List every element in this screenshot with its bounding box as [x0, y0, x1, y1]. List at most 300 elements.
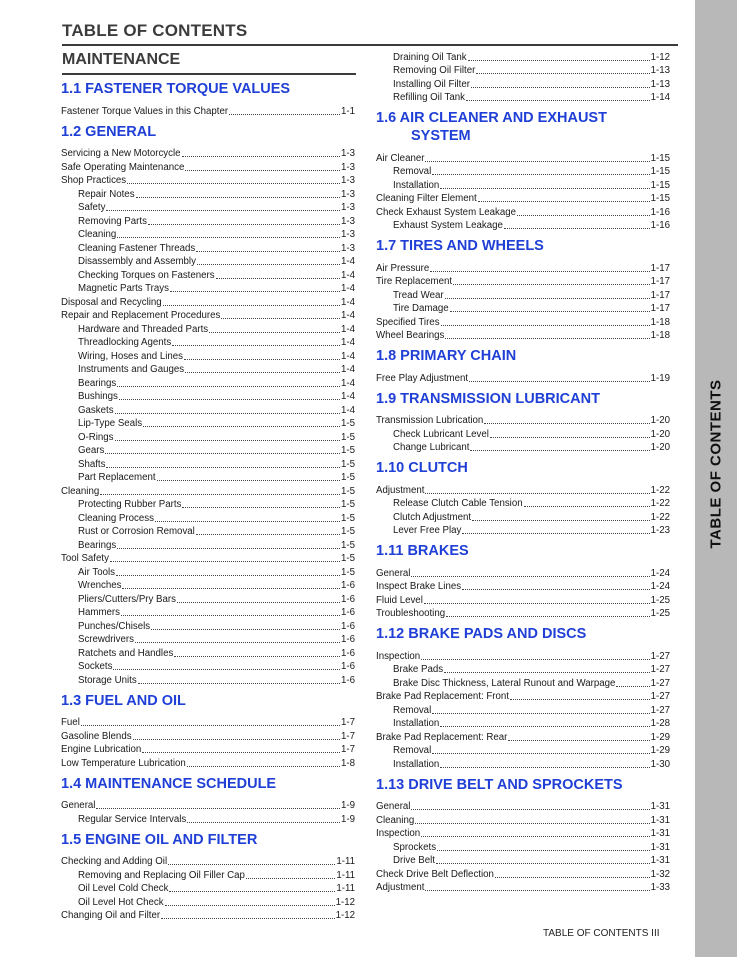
toc-entry-label: Repair and Replacement Procedures — [61, 310, 221, 321]
toc-page-number: 1-9 — [340, 800, 355, 811]
toc-page-number: 1-31 — [650, 855, 670, 866]
toc-entry[interactable] — [376, 757, 670, 771]
dot-leader — [169, 891, 335, 892]
dot-leader — [462, 533, 649, 534]
page-footer: TABLE OF CONTENTS III — [543, 928, 660, 939]
toc-entry[interactable] — [61, 716, 355, 730]
toc-entry-label: Instruments and Gauges — [78, 364, 185, 375]
toc-page-number: 1-3 — [340, 188, 355, 200]
toc-page-number: 1-16 — [650, 220, 670, 231]
toc-page-number: 1-5 — [340, 431, 355, 443]
toc-section-heading[interactable]: SYSTEM — [411, 128, 471, 144]
dot-leader — [133, 739, 340, 740]
toc-page-number: 1-5 — [340, 526, 355, 537]
toc-entry[interactable] — [376, 580, 670, 594]
toc-entry[interactable] — [376, 510, 670, 524]
toc-entry[interactable] — [61, 812, 355, 826]
toc-entry-label: Gaskets — [78, 404, 114, 416]
toc-entry[interactable] — [376, 77, 670, 91]
toc-page-number: 1-5 — [340, 512, 355, 524]
toc-entry[interactable] — [376, 676, 670, 690]
dot-leader — [478, 201, 650, 202]
dot-leader — [445, 338, 649, 339]
dot-leader — [148, 224, 340, 225]
dot-leader — [127, 183, 340, 184]
dot-leader — [143, 426, 340, 427]
toc-entry[interactable] — [376, 205, 670, 219]
toc-page-number: 1-3 — [340, 175, 355, 186]
toc-entry[interactable] — [61, 147, 355, 161]
toc-page-number: 1-4 — [340, 256, 355, 267]
toc-entry[interactable] — [376, 867, 670, 881]
toc-entry-label: Checking and Adding Oil — [61, 856, 168, 867]
dot-leader — [440, 726, 649, 727]
toc-page-number: 1-4 — [340, 323, 355, 335]
toc-entry[interactable] — [61, 187, 355, 201]
toc-entry[interactable] — [376, 744, 670, 758]
toc-entry-label: Troubleshooting — [376, 608, 446, 619]
title-rule — [62, 44, 678, 46]
toc-entry-label: Disassembly and Assembly — [78, 256, 196, 267]
toc-section-heading[interactable]: 1.5 ENGINE OIL AND FILTER — [61, 831, 258, 848]
toc-entry-label: Disposal and Recycling — [61, 296, 162, 308]
toc-entry-label: Oil Level Hot Check — [78, 896, 164, 908]
dot-leader — [468, 60, 650, 61]
dot-leader — [135, 642, 340, 643]
toc-entry-label: Air Tools — [78, 566, 115, 578]
toc-page-number: 1-3 — [340, 242, 355, 254]
toc-entry[interactable] — [376, 663, 670, 677]
toc-entry[interactable] — [61, 565, 355, 579]
toc-entry[interactable] — [61, 579, 355, 593]
toc-entry[interactable] — [376, 151, 670, 165]
toc-page-number: 1-7 — [340, 744, 355, 755]
toc-page-number: 1-27 — [650, 650, 670, 662]
toc-entry[interactable] — [61, 743, 355, 757]
toc-entry-label: Tread Wear — [393, 289, 444, 301]
toc-entry[interactable] — [376, 717, 670, 731]
toc-entry[interactable] — [376, 813, 670, 827]
toc-entry[interactable] — [61, 882, 355, 896]
toc-entry[interactable] — [61, 417, 355, 431]
dot-leader — [616, 686, 649, 687]
toc-entry-label: Hardware and Threaded Parts — [78, 323, 209, 335]
toc-entry[interactable] — [61, 174, 355, 188]
toc-entry[interactable] — [61, 241, 355, 255]
toc-entry[interactable] — [376, 414, 670, 428]
toc-entry-label: Removing Oil Filter — [393, 65, 476, 76]
toc-page-number: 1-3 — [340, 161, 355, 173]
toc-page-number: 1-5 — [340, 445, 355, 456]
toc-entry[interactable] — [61, 756, 355, 770]
toc-entry-label: Cleaning — [376, 814, 415, 826]
toc-entry[interactable] — [61, 511, 355, 525]
toc-section-heading[interactable]: 1.8 PRIMARY CHAIN — [376, 348, 517, 364]
toc-entry[interactable] — [61, 430, 355, 444]
toc-entry[interactable] — [376, 329, 670, 343]
toc-page-number: 1-6 — [340, 580, 355, 591]
dot-leader — [221, 318, 340, 319]
dot-leader — [209, 332, 340, 333]
toc-entry-label: Installation — [393, 179, 440, 191]
dot-leader — [444, 672, 650, 673]
toc-section-heading[interactable]: 1.1 FASTENER TORQUE VALUES — [61, 81, 291, 97]
toc-page-number: 1-3 — [340, 229, 355, 240]
toc-page-number: 1-5 — [340, 458, 355, 470]
dot-leader — [115, 413, 340, 414]
toc-entry[interactable] — [61, 309, 355, 323]
toc-page-number: 1-18 — [650, 330, 670, 341]
toc-entry-label: Inspect Brake Lines — [376, 581, 462, 592]
toc-entry[interactable] — [61, 282, 355, 296]
dot-leader — [168, 864, 335, 865]
toc-entry-label: Removal — [393, 745, 432, 756]
toc-entry-label: Lip-Type Seals — [78, 418, 143, 429]
toc-entry-label: Fluid Level — [376, 594, 423, 606]
toc-page-number: 1-5 — [340, 566, 355, 578]
toc-entry[interactable] — [61, 471, 355, 485]
toc-page-number: 1-3 — [340, 202, 355, 213]
toc-entry-label: Refilling Oil Tank — [393, 92, 465, 103]
toc-entry[interactable] — [376, 649, 670, 663]
toc-entry[interactable] — [376, 165, 670, 179]
toc-entry[interactable] — [376, 854, 670, 868]
toc-page-number: 1-11 — [336, 883, 355, 894]
toc-entry[interactable] — [61, 104, 355, 118]
dot-leader — [117, 237, 340, 238]
toc-entry-label: Cleaning Fastener Threads — [78, 242, 196, 254]
toc-entry[interactable] — [61, 336, 355, 350]
toc-section-heading[interactable]: 1.3 FUEL AND OIL — [61, 692, 186, 709]
toc-entry[interactable] — [61, 538, 355, 552]
toc-entry-label: Inspection — [376, 828, 421, 839]
toc-page-number: 1-25 — [650, 594, 670, 606]
toc-page-number: 1-8 — [340, 757, 355, 769]
toc-section-heading[interactable]: 1.10 CLUTCH — [376, 460, 468, 476]
toc-entry[interactable] — [376, 371, 670, 385]
toc-page-number: 1-16 — [650, 206, 670, 218]
toc-entry[interactable] — [61, 390, 355, 404]
toc-page-number: 1-11 — [336, 856, 355, 867]
toc-page-number: 1-23 — [650, 525, 670, 536]
toc-page-number: 1-13 — [650, 78, 670, 90]
toc-entry-label: Release Clutch Cable Tension — [393, 498, 523, 509]
toc-page-number: 1-13 — [650, 65, 670, 76]
toc-page-number: 1-17 — [650, 262, 670, 274]
toc-entry[interactable] — [376, 302, 670, 316]
toc-page-number: 1-5 — [340, 418, 355, 429]
dot-leader — [121, 615, 340, 616]
toc-page-number: 1-32 — [650, 868, 670, 880]
toc-page-number: 1-31 — [650, 828, 670, 839]
toc-page-number: 1-7 — [340, 717, 355, 728]
toc-entry[interactable] — [61, 457, 355, 471]
dot-leader — [197, 264, 340, 265]
toc-page-number: 1-22 — [650, 511, 670, 523]
toc-entry[interactable] — [376, 703, 670, 717]
toc-entry[interactable] — [376, 607, 670, 621]
toc-page-number: 1-5 — [340, 472, 355, 483]
toc-page-number: 1-4 — [340, 391, 355, 402]
toc-entry[interactable] — [61, 268, 355, 282]
dot-leader — [462, 589, 650, 590]
toc-entry-label: Adjustment — [376, 484, 425, 496]
dot-leader — [182, 507, 340, 508]
toc-entry-label: Engine Lubrication — [61, 744, 142, 755]
dot-leader — [170, 291, 340, 292]
toc-entry-label: Ratchets and Handles — [78, 647, 174, 659]
toc-page-number: 1-29 — [650, 731, 670, 743]
toc-entry[interactable] — [376, 441, 670, 455]
toc-entry-label: Gears — [78, 445, 105, 456]
toc-entry-label: Brake Pads — [393, 664, 444, 675]
toc-entry-label: Lever Free Play — [393, 525, 462, 536]
toc-entry[interactable] — [376, 192, 670, 206]
toc-entry-label: Cleaning — [61, 485, 100, 497]
dot-leader — [436, 863, 650, 864]
toc-page-number: 1-28 — [650, 718, 670, 729]
dot-leader — [116, 575, 340, 576]
dot-leader — [117, 548, 340, 549]
toc-page-number: 1-5 — [340, 539, 355, 551]
toc-page-number: 1-6 — [340, 661, 355, 672]
toc-entry[interactable] — [376, 840, 670, 854]
toc-section-heading[interactable]: 1.7 TIRES AND WHEELS — [376, 238, 544, 254]
toc-entry[interactable] — [61, 909, 355, 923]
toc-page-number: 1-14 — [650, 92, 670, 103]
dot-leader — [524, 506, 650, 507]
toc-entry-label: Wheel Bearings — [376, 330, 445, 341]
toc-entry[interactable] — [376, 178, 670, 192]
toc-page-number: 1-6 — [340, 620, 355, 632]
toc-entry[interactable] — [61, 255, 355, 269]
dot-leader — [185, 372, 340, 373]
toc-entry-label: Drive Belt — [393, 855, 435, 866]
toc-entry[interactable] — [376, 827, 670, 841]
dot-leader — [411, 809, 649, 810]
toc-entry[interactable] — [61, 295, 355, 309]
toc-entry[interactable] — [61, 160, 355, 174]
toc-entry[interactable] — [61, 606, 355, 620]
toc-entry[interactable] — [376, 881, 670, 895]
dot-leader — [425, 161, 649, 162]
toc-entry[interactable] — [61, 673, 355, 687]
toc-entry-label: Brake Pad Replacement: Front — [376, 691, 509, 702]
toc-entry[interactable] — [376, 483, 670, 497]
toc-entry[interactable] — [61, 228, 355, 242]
dot-leader — [437, 850, 650, 851]
dot-leader — [182, 156, 340, 157]
toc-entry[interactable] — [61, 592, 355, 606]
toc-entry[interactable] — [61, 322, 355, 336]
toc-entry[interactable] — [61, 376, 355, 390]
toc-entry[interactable] — [376, 261, 670, 275]
toc-page-number: 1-4 — [340, 377, 355, 389]
toc-entry[interactable] — [376, 497, 670, 511]
toc-page-number: 1-27 — [650, 664, 670, 675]
toc-entry[interactable] — [61, 799, 355, 813]
toc-entry-label: Low Temperature Lubrication — [61, 757, 186, 769]
dot-leader — [117, 386, 340, 387]
toc-section-heading[interactable]: 1.2 GENERAL — [61, 123, 157, 140]
toc-entry[interactable] — [376, 593, 670, 607]
toc-entry[interactable] — [376, 730, 670, 744]
dot-leader — [415, 823, 649, 824]
toc-entry[interactable] — [376, 64, 670, 78]
toc-entry[interactable] — [61, 498, 355, 512]
toc-page-number: 1-4 — [340, 283, 355, 294]
toc-page-number: 1-1 — [340, 105, 355, 117]
toc-entry-label: Fastener Torque Values in this Chapter — [61, 105, 229, 117]
toc-entry-label: Storage Units — [78, 674, 137, 686]
dot-leader — [161, 918, 335, 919]
toc-entry[interactable] — [61, 444, 355, 458]
toc-entry-label: Air Pressure — [376, 262, 430, 274]
toc-page-number: 1-27 — [650, 691, 670, 702]
toc-section-heading[interactable]: 1.11 BRAKES — [376, 543, 469, 559]
toc-entry[interactable] — [61, 525, 355, 539]
toc-entry[interactable] — [376, 800, 670, 814]
toc-entry[interactable] — [61, 895, 355, 909]
toc-entry[interactable] — [376, 288, 670, 302]
toc-entry-label: Bearings — [78, 377, 117, 389]
toc-entry-label: Check Exhaust System Leakage — [376, 206, 517, 218]
dot-leader — [469, 381, 650, 382]
toc-entry-label: Sprockets — [393, 841, 437, 853]
toc-entry[interactable] — [376, 524, 670, 538]
toc-page-number: 1-31 — [650, 814, 670, 826]
toc-entry-label: General — [376, 567, 411, 579]
toc-entry-label: Shafts — [78, 458, 106, 470]
toc-entry[interactable] — [61, 403, 355, 417]
toc-entry-label: Punches/Chisels — [78, 620, 151, 632]
toc-entry[interactable] — [61, 729, 355, 743]
toc-page-number: 1-3 — [340, 148, 355, 159]
dot-leader — [138, 683, 340, 684]
dot-leader — [508, 740, 649, 741]
dot-leader — [110, 561, 340, 562]
toc-page-number: 1-18 — [650, 316, 670, 328]
dot-leader — [421, 836, 649, 837]
toc-entry-label: Installing Oil Filter — [393, 78, 470, 90]
toc-page-number: 1-3 — [340, 215, 355, 227]
toc-column-left — [61, 80, 355, 922]
toc-page-number: 1-17 — [650, 289, 670, 301]
toc-entry[interactable] — [61, 660, 355, 674]
toc-entry[interactable] — [61, 646, 355, 660]
toc-entry[interactable] — [376, 690, 670, 704]
toc-entry[interactable] — [61, 633, 355, 647]
dot-leader — [172, 345, 340, 346]
toc-entry[interactable] — [61, 552, 355, 566]
toc-page-number: 1-20 — [650, 415, 670, 426]
toc-entry-label: Checking Torques on Fasteners — [78, 269, 215, 281]
toc-page-number: 1-31 — [650, 841, 670, 853]
toc-entry-label: Pliers/Cutters/Pry Bars — [78, 593, 176, 605]
dot-leader — [495, 877, 650, 878]
toc-page-number: 1-5 — [340, 499, 355, 510]
dot-leader — [185, 170, 340, 171]
dot-leader — [246, 878, 335, 879]
toc-entry-label: Removing Parts — [78, 215, 147, 227]
dot-leader — [476, 73, 649, 74]
dot-leader — [229, 114, 340, 115]
toc-section-heading[interactable]: 1.6 AIR CLEANER AND EXHAUST — [376, 110, 607, 126]
dot-leader — [106, 467, 340, 468]
toc-page-number: 1-22 — [650, 498, 670, 509]
dot-leader — [490, 437, 650, 438]
toc-column-right — [376, 50, 670, 894]
toc-entry[interactable] — [376, 50, 670, 64]
toc-page-number: 1-31 — [650, 801, 670, 812]
toc-entry[interactable] — [376, 91, 670, 105]
toc-section-heading[interactable]: 1.12 BRAKE PADS AND DISCS — [376, 626, 587, 642]
toc-entry[interactable] — [61, 619, 355, 633]
toc-page-number: 1-17 — [650, 303, 670, 314]
dot-leader — [432, 174, 649, 175]
dot-leader — [445, 298, 650, 299]
toc-entry-label: Shop Practices — [61, 175, 127, 186]
toc-section-heading[interactable]: 1.4 MAINTENANCE SCHEDULE — [61, 775, 277, 792]
toc-entry-label: Draining Oil Tank — [393, 51, 467, 63]
toc-entry[interactable] — [61, 214, 355, 228]
toc-page-number: 1-27 — [650, 704, 670, 716]
toc-entry-label: O-Rings — [78, 431, 114, 443]
toc-entry-label: Removal — [393, 704, 432, 716]
dot-leader — [424, 603, 650, 604]
toc-section-heading[interactable]: 1.13 DRIVE BELT AND SPROCKETS — [376, 776, 623, 793]
toc-entry-label: Bushings — [78, 391, 118, 402]
toc-entry[interactable] — [61, 349, 355, 363]
dot-leader — [472, 520, 650, 521]
toc-entry[interactable] — [61, 363, 355, 377]
toc-entry-label: Wiring, Hoses and Lines — [78, 350, 183, 362]
toc-entry[interactable] — [61, 855, 355, 869]
toc-entry[interactable] — [376, 315, 670, 329]
toc-page-number: 1-29 — [650, 745, 670, 756]
toc-entry-label: Safety — [78, 202, 106, 213]
toc-entry-label: Air Cleaner — [376, 152, 425, 164]
toc-entry[interactable] — [376, 427, 670, 441]
toc-entry-label: Clutch Adjustment — [393, 511, 472, 523]
toc-page-number: 1-24 — [650, 581, 670, 592]
toc-page-number: 1-15 — [650, 179, 670, 191]
toc-page-number: 1-24 — [650, 567, 670, 579]
dot-leader — [425, 493, 649, 494]
toc-entry-label: Repair Notes — [78, 188, 135, 200]
dot-leader — [440, 767, 649, 768]
toc-page-number: 1-6 — [340, 634, 355, 645]
toc-entry[interactable] — [376, 219, 670, 233]
toc-entry-label: Removing and Replacing Oil Filler Cap — [78, 869, 245, 881]
toc-page-number: 1-27 — [650, 677, 670, 689]
section-rule — [62, 73, 356, 75]
toc-section-heading[interactable]: 1.9 TRANSMISSION LUBRICANT — [376, 390, 600, 407]
toc-entry[interactable] — [61, 484, 355, 498]
dot-leader — [446, 616, 649, 617]
toc-entry-label: Fuel — [61, 717, 80, 728]
toc-entry[interactable] — [376, 566, 670, 580]
toc-entry[interactable] — [376, 275, 670, 289]
toc-page-number: 1-15 — [650, 193, 670, 204]
dot-leader — [470, 450, 649, 451]
toc-page-number: 1-33 — [650, 882, 670, 893]
toc-entry-label: Specified Tires — [376, 316, 440, 328]
toc-entry-label: Change Lubricant — [393, 442, 470, 453]
section-title: MAINTENANCE — [62, 51, 181, 68]
toc-entry[interactable] — [61, 868, 355, 882]
toc-entry[interactable] — [61, 201, 355, 215]
